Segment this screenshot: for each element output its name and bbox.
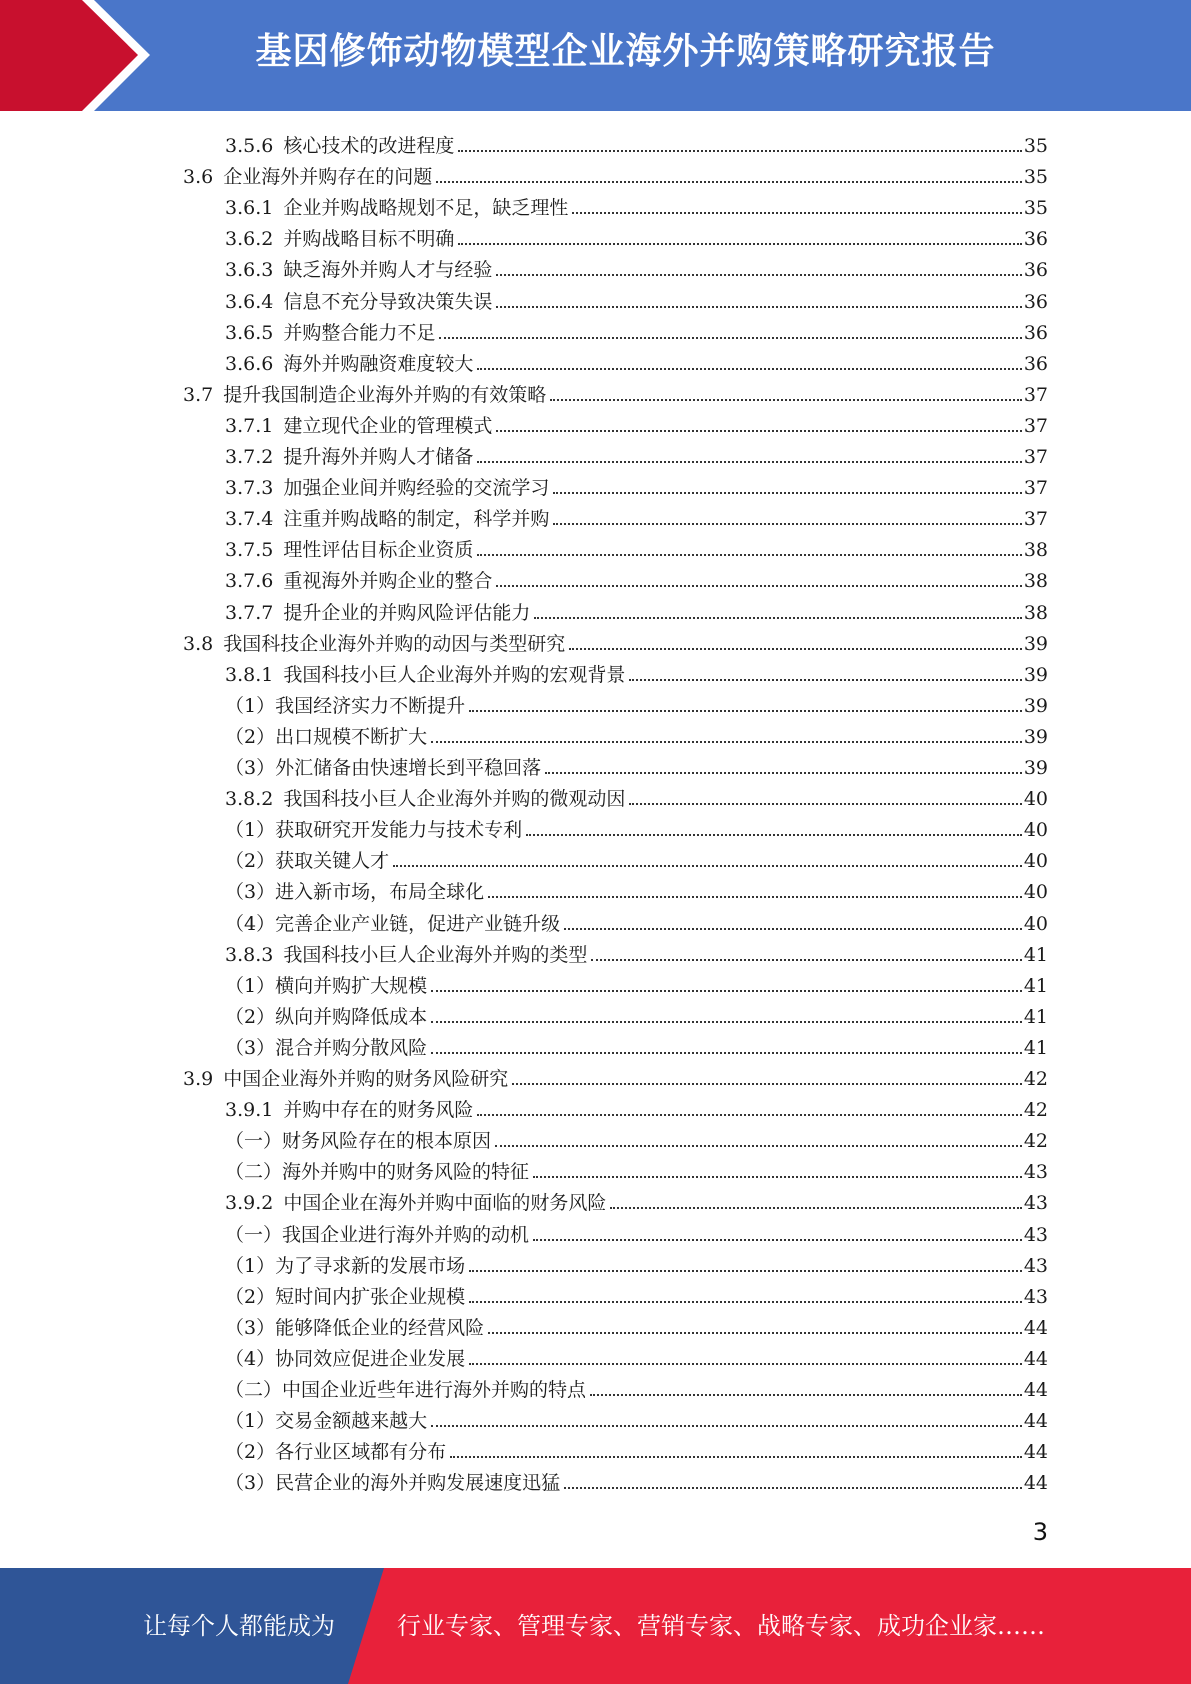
- toc-leader-dots: [533, 1176, 1022, 1178]
- toc-leader-dots: [495, 1145, 1022, 1147]
- toc-entry-title: [225, 476, 553, 500]
- toc-leader-dots: [439, 337, 1021, 339]
- toc-entry[interactable]: [225, 251, 1048, 282]
- toc-entry[interactable]: [183, 625, 1048, 656]
- toc-entry-page: 43: [1023, 1161, 1048, 1184]
- toc-entry-page: 37: [1023, 383, 1048, 406]
- toc-entry-text: 提升企业的并购风险评估能力: [283, 601, 531, 624]
- toc-entry-number: 3.7.6: [225, 570, 274, 593]
- toc-entry-page: 43: [1023, 1285, 1048, 1308]
- toc-entry[interactable]: [225, 594, 1048, 625]
- toc-entry-number: 3.6.4: [225, 290, 274, 313]
- toc-entry-text: （2）获取关键人才: [225, 850, 390, 873]
- toc-leader-dots: [469, 710, 1022, 712]
- toc-entry-number: 3.6.2: [225, 228, 274, 251]
- toc-entry-page: 35: [1023, 166, 1048, 189]
- page-footer: [0, 1568, 1191, 1684]
- toc-entry-text: （2）短时间内扩张企业规模: [225, 1285, 466, 1308]
- toc-entry-title: [225, 601, 534, 625]
- toc-leader-dots: [533, 1239, 1022, 1241]
- toc-entry-text: 信息不充分导致决策失误: [283, 290, 493, 313]
- toc-entry-title: [183, 383, 550, 407]
- toc-entry-title: [225, 1191, 610, 1215]
- toc-entry-page: 44: [1023, 1347, 1048, 1370]
- toc-leader-dots: [450, 1456, 1022, 1458]
- toc-entry-title: [225, 818, 526, 842]
- toc-leader-dots: [496, 274, 1021, 276]
- toc-entry-title: [225, 569, 496, 593]
- toc-entry-number: 3.6: [183, 166, 214, 189]
- toc-leader-dots: [469, 1270, 1022, 1272]
- toc-entry-page: 41: [1023, 974, 1048, 997]
- toc-entry-number: 3.9: [183, 1068, 214, 1090]
- toc-leader-dots: [553, 523, 1021, 525]
- toc-entry-page: 42: [1023, 1099, 1048, 1122]
- toc-entry[interactable]: [225, 1122, 1048, 1153]
- toc-entry-title: [225, 258, 496, 282]
- toc-leader-dots: [572, 212, 1021, 214]
- toc-entry-page: 41: [1023, 1005, 1048, 1028]
- toc-entry-page: 40: [1023, 881, 1048, 904]
- toc-entry-number: 3.9.2: [225, 1192, 274, 1215]
- toc-entry-number: 3.8.3: [225, 943, 274, 966]
- toc-leader-dots: [469, 1301, 1022, 1303]
- toc-leader-dots: [477, 1114, 1021, 1116]
- toc-entry-text: （一）我国企业进行海外并购的动机: [225, 1223, 530, 1246]
- toc-entry-title: [225, 880, 488, 904]
- toc-entry-text: （2）出口规模不断扩大: [225, 725, 428, 748]
- toc-entry-text: 提升海外并购人才储备: [283, 446, 474, 468]
- toc-entry-page: 43: [1023, 1223, 1048, 1246]
- toc-entry-text: 我国科技小巨人企业海外并购的宏观背景: [283, 663, 626, 686]
- toc-entry-number: 3.8: [183, 632, 214, 655]
- toc-entry-title: [225, 290, 496, 314]
- toc-entry-number: 3.9.1: [225, 1099, 274, 1122]
- toc-entry-title: [225, 1471, 564, 1495]
- toc-entry-page: 40: [1023, 912, 1048, 935]
- toc-entry-title: [225, 227, 458, 251]
- toc-entry-title: [225, 1036, 431, 1060]
- toc-entry[interactable]: [225, 500, 1048, 531]
- toc-entry-page: 39: [1023, 725, 1048, 748]
- toc-entry-title: [225, 663, 629, 687]
- toc-entry-text: 核心技术的改进程度: [283, 135, 455, 157]
- toc-entry[interactable]: [225, 967, 1048, 998]
- toc-entry-text: （3）能够降低企业的经营风险: [225, 1316, 485, 1339]
- toc-entry-page: 42: [1023, 1130, 1048, 1153]
- toc-leader-dots: [610, 1207, 1021, 1209]
- toc-leader-dots: [526, 834, 1022, 836]
- toc-entry[interactable]: [225, 718, 1048, 749]
- toc-entry[interactable]: [225, 1247, 1048, 1278]
- toc-leader-dots: [469, 1363, 1022, 1365]
- toc-entry-text: 缺乏海外并购人才与经验: [283, 259, 493, 282]
- toc-entry[interactable]: [225, 1402, 1048, 1433]
- toc-entry-page: 36: [1023, 321, 1048, 344]
- toc-leader-dots: [436, 181, 1022, 183]
- toc-entry-title: [225, 1316, 488, 1340]
- toc-entry-number: 3.7.7: [225, 601, 274, 624]
- toc-entry-text: 并购整合能力不足: [283, 321, 436, 344]
- toc-entry-page: 37: [1023, 414, 1048, 437]
- toc-entry-page: 44: [1023, 1379, 1048, 1401]
- toc-entry-text: 中国企业在海外并购中面临的财务风险: [283, 1192, 607, 1215]
- toc-entry[interactable]: [225, 469, 1048, 500]
- toc-entry-page: 43: [1023, 1254, 1048, 1277]
- toc-entry-title: [225, 1347, 469, 1371]
- toc-entry[interactable]: [225, 1309, 1048, 1340]
- toc-entry-text: 重视海外并购企业的整合: [283, 570, 493, 593]
- footer-slogan-right: 行业专家、管理专家、营销专家、战略专家、成功企业家……: [397, 1612, 1045, 1640]
- toc-entry[interactable]: [225, 314, 1048, 345]
- toc-entry-text: 中国企业海外并购的财务风险研究: [223, 1068, 509, 1090]
- toc-entry[interactable]: [225, 189, 1048, 220]
- toc-entry[interactable]: [225, 687, 1048, 718]
- toc-entry[interactable]: [225, 1371, 1048, 1402]
- toc-entry-title: [225, 943, 591, 967]
- toc-entry-page: 39: [1023, 632, 1048, 655]
- toc-entry-title: [225, 1223, 533, 1247]
- toc-entry-title: [225, 445, 477, 469]
- toc-entry[interactable]: [225, 780, 1048, 811]
- toc-entry[interactable]: [225, 811, 1048, 842]
- toc-entry[interactable]: [225, 1091, 1048, 1122]
- toc-entry[interactable]: [225, 842, 1048, 873]
- toc-entry-text: 企业并购战略规划不足，缺乏理性: [283, 197, 569, 220]
- toc-entry-number: 3.7.5: [225, 539, 274, 562]
- toc-leader-dots: [550, 399, 1022, 401]
- toc-entry-text: （3）民营企业的海外并购发展速度迅猛: [225, 1472, 561, 1495]
- toc-entry-title: [225, 756, 545, 780]
- toc-entry-title: [225, 1098, 477, 1122]
- toc-entry-page: 41: [1023, 943, 1048, 966]
- toc-entry-number: 3.6.1: [225, 197, 274, 220]
- toc-entry-text: 理性评估目标企业资质: [283, 539, 474, 562]
- toc-entry-text: （2）纵向并购降低成本: [225, 1005, 428, 1028]
- toc-leader-dots: [591, 959, 1021, 961]
- toc-entry-title: [183, 165, 436, 189]
- toc-entry-title: [225, 1378, 590, 1402]
- toc-entry[interactable]: [225, 1153, 1048, 1184]
- toc-entry-text: （4）协同效应促进企业发展: [225, 1347, 466, 1370]
- toc-entry-page: 38: [1023, 539, 1048, 562]
- toc-entry-number: 3.5.6: [225, 135, 274, 157]
- toc-entry-title: [225, 1440, 450, 1464]
- toc-entry-title: [225, 912, 564, 936]
- toc-leader-dots: [496, 585, 1021, 587]
- toc-entry-text: （3）外汇储备由快速增长到平稳回落: [225, 757, 542, 779]
- toc-entry-page: 36: [1023, 290, 1048, 313]
- document-title: 基因修饰动物模型企业海外并购策略研究报告: [255, 31, 996, 72]
- toc-leader-dots: [431, 1052, 1022, 1054]
- toc-entry-title: [225, 1129, 495, 1153]
- toc-entry[interactable]: [225, 1340, 1048, 1371]
- footer-slogan-left: 让每个人都能成为: [143, 1612, 335, 1640]
- toc-entry-title: [225, 134, 458, 158]
- toc-leader-dots: [512, 1083, 1022, 1085]
- toc-entry-title: [225, 352, 477, 376]
- toc-leader-dots: [431, 1021, 1022, 1023]
- toc-leader-dots: [488, 1332, 1022, 1334]
- toc-entry-page: 44: [1023, 1441, 1048, 1464]
- toc-entry-title: [225, 1254, 469, 1278]
- toc-entry-title: [225, 1409, 431, 1433]
- toc-entry-page: 37: [1023, 446, 1048, 468]
- toc-entry-text: （1）我国经济实力不断提升: [225, 694, 466, 717]
- toc-leader-dots: [534, 617, 1021, 619]
- toc-entry-number: 3.7.3: [225, 477, 274, 500]
- toc-leader-dots: [477, 368, 1021, 370]
- toc-leader-dots: [545, 772, 1022, 774]
- toc-entry-number: 3.7: [183, 383, 214, 406]
- toc-entry-page: 36: [1023, 228, 1048, 251]
- toc-entry-title: [225, 694, 469, 718]
- toc-entry-number: 3.7.1: [225, 414, 274, 437]
- toc-entry-text: （二）海外并购中的财务风险的特征: [225, 1161, 530, 1184]
- toc-entry-title: [225, 507, 553, 531]
- toc-entry-text: （一）财务风险存在的根本原因: [225, 1130, 492, 1153]
- toc-leader-dots: [431, 741, 1022, 743]
- toc-entry-text: 加强企业间并购经验的交流学习: [283, 477, 550, 500]
- toc-leader-dots: [629, 803, 1021, 805]
- toc-entry-page: 44: [1023, 1316, 1048, 1339]
- toc-leader-dots: [458, 243, 1021, 245]
- toc-entry[interactable]: [225, 656, 1048, 687]
- toc-leader-dots: [496, 430, 1021, 432]
- toc-entry[interactable]: [225, 345, 1048, 376]
- toc-entry[interactable]: [225, 936, 1048, 967]
- toc-entry-text: 海外并购融资难度较大: [283, 352, 474, 375]
- toc-entry-number: 3.8.1: [225, 663, 274, 686]
- toc-entry[interactable]: [225, 1433, 1048, 1464]
- toc-entry-title: [225, 787, 629, 811]
- toc-entry-text: （4）完善企业产业链，促进产业链升级: [225, 912, 561, 935]
- toc-entry-text: 注重并购战略的制定，科学并购: [283, 508, 550, 531]
- toc-entry-number: 3.7.4: [225, 508, 274, 531]
- toc-leader-dots: [393, 865, 1022, 867]
- toc-entry[interactable]: [225, 749, 1048, 780]
- toc-entry-page: 35: [1023, 135, 1048, 157]
- toc-entry-text: 我国科技企业海外并购的动因与类型研究: [223, 632, 566, 655]
- toc-entry-page: 39: [1023, 757, 1048, 779]
- toc-leader-dots: [569, 648, 1022, 650]
- page-number: 3: [1032, 1518, 1048, 1546]
- toc-entry[interactable]: [183, 1060, 1048, 1091]
- toc-entry[interactable]: [225, 438, 1048, 469]
- toc-entry[interactable]: [225, 998, 1048, 1029]
- toc-entry[interactable]: [183, 158, 1048, 189]
- toc-leader-dots: [564, 928, 1022, 930]
- toc-entry-text: 我国科技小巨人企业海外并购的微观动因: [283, 788, 626, 811]
- toc-entry-text: 并购中存在的财务风险: [283, 1099, 474, 1122]
- toc-entry[interactable]: [225, 531, 1048, 562]
- toc-entry-page: 41: [1023, 1036, 1048, 1059]
- toc-entry[interactable]: [225, 283, 1048, 314]
- toc-entry[interactable]: [225, 220, 1048, 251]
- toc-leader-dots: [458, 150, 1021, 152]
- toc-entry-title: [225, 849, 393, 873]
- toc-entry[interactable]: [225, 407, 1048, 438]
- toc-entry-title: [225, 196, 572, 220]
- toc-entry-text: （1）横向并购扩大规模: [225, 974, 428, 997]
- page-header: [0, 0, 1191, 111]
- toc-entry[interactable]: [183, 376, 1048, 407]
- toc-leader-dots: [590, 1394, 1022, 1396]
- toc-entry-number: 3.6.5: [225, 321, 274, 344]
- toc-entry-page: 40: [1023, 788, 1048, 811]
- toc-leader-dots: [477, 461, 1021, 463]
- toc-entry-page: 38: [1023, 570, 1048, 593]
- toc-entry[interactable]: [225, 562, 1048, 593]
- toc-entry-page: 44: [1023, 1472, 1048, 1495]
- toc-entry-title: [183, 632, 569, 656]
- toc-entry-page: 37: [1023, 477, 1048, 500]
- toc-entry-page: 39: [1023, 694, 1048, 717]
- toc-entry-page: 42: [1023, 1068, 1048, 1090]
- toc-leader-dots: [496, 306, 1021, 308]
- toc-entry-text: （二）中国企业近些年进行海外并购的特点: [225, 1379, 587, 1401]
- toc-entry-text: （2）各行业区域都有分布: [225, 1441, 447, 1464]
- toc-entry-page: 40: [1023, 819, 1048, 842]
- toc-leader-dots: [564, 1487, 1022, 1489]
- toc-entry-page: 40: [1023, 850, 1048, 873]
- toc-entry-title: [225, 974, 431, 998]
- toc-entry-text: 并购战略目标不明确: [283, 228, 455, 251]
- toc-entry-text: （1）为了寻求新的发展市场: [225, 1254, 466, 1277]
- toc-entry-number: 3.8.2: [225, 788, 274, 811]
- toc-entry-text: 企业海外并购存在的问题: [223, 166, 433, 189]
- toc-entry-number: 3.6.6: [225, 352, 274, 375]
- toc-entry-page: 39: [1023, 663, 1048, 686]
- toc-entry-title: [183, 1067, 512, 1091]
- toc-entry-text: （3）进入新市场，布局全球化: [225, 881, 485, 904]
- toc-entry-number: 3.7.2: [225, 446, 274, 468]
- toc-entry[interactable]: [225, 1029, 1048, 1060]
- toc-leader-dots: [629, 679, 1021, 681]
- toc-entry-text: 提升我国制造企业海外并购的有效策略: [223, 383, 547, 406]
- toc-entry-number: 3.6.3: [225, 259, 274, 282]
- toc-entry[interactable]: [225, 1278, 1048, 1309]
- toc-entry[interactable]: [225, 1184, 1048, 1215]
- toc-entry-page: 35: [1023, 197, 1048, 220]
- toc-entry[interactable]: [225, 1216, 1048, 1247]
- toc-leader-dots: [431, 1425, 1022, 1427]
- toc-entry-text: 建立现代企业的管理模式: [283, 414, 493, 437]
- toc-entry-title: [225, 1005, 431, 1029]
- toc-entry[interactable]: [225, 1464, 1048, 1495]
- toc-leader-dots: [431, 990, 1022, 992]
- toc-entry-title: [225, 414, 496, 438]
- toc-entry-title: [225, 725, 431, 749]
- toc-entry-title: [225, 321, 439, 345]
- toc-entry-page: 43: [1023, 1192, 1048, 1215]
- toc-entry-title: [225, 1285, 469, 1309]
- toc-leader-dots: [488, 896, 1022, 898]
- toc-entry-title: [225, 1160, 533, 1184]
- toc-entry-text: （1）交易金额越来越大: [225, 1410, 428, 1433]
- toc-entry-text: 我国科技小巨人企业海外并购的类型: [283, 943, 588, 966]
- toc-entry[interactable]: [225, 127, 1048, 158]
- toc-entry-title: [225, 538, 477, 562]
- toc-entry-page: 37: [1023, 508, 1048, 531]
- toc-entry-page: 44: [1023, 1410, 1048, 1433]
- toc-leader-dots: [553, 492, 1021, 494]
- toc-entry[interactable]: [225, 873, 1048, 904]
- toc-entry-text: （1）获取研究开发能力与技术专利: [225, 819, 523, 842]
- toc-entry-page: 36: [1023, 352, 1048, 375]
- toc-entry-page: 38: [1023, 601, 1048, 624]
- toc-entry-page: 36: [1023, 259, 1048, 282]
- toc-entry[interactable]: [225, 905, 1048, 936]
- toc-leader-dots: [477, 554, 1021, 556]
- toc-entry-text: （3）混合并购分散风险: [225, 1036, 428, 1059]
